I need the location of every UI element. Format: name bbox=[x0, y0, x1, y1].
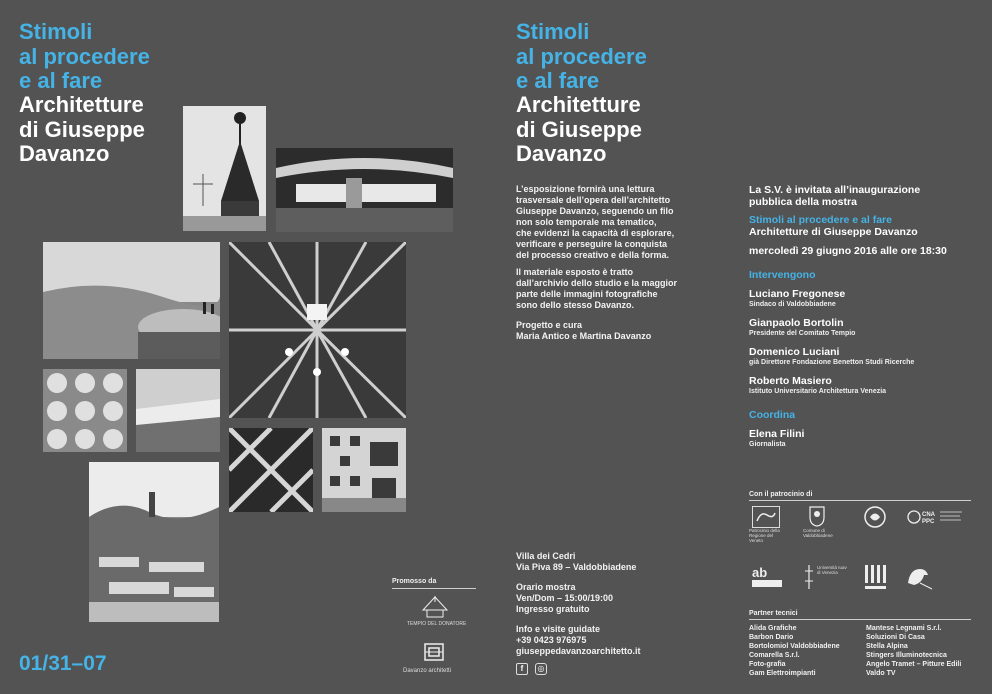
cnappc-icon bbox=[906, 508, 964, 526]
circle-seal-icon bbox=[864, 506, 886, 528]
arch-mark-icon bbox=[750, 563, 784, 589]
text-line: dall’archivio dello studio e la maggior bbox=[516, 278, 678, 288]
text-line: verificare e perseguire la conquista bbox=[516, 239, 668, 249]
invite-text bbox=[749, 184, 920, 208]
coord-label: Coordina bbox=[749, 409, 796, 421]
patron-logo-3 bbox=[864, 506, 886, 533]
text-line: parte delle immagini fotografiche bbox=[516, 289, 658, 299]
iuav-logo bbox=[803, 563, 815, 596]
dappe-logo bbox=[864, 563, 888, 596]
title-line: e al fare bbox=[516, 68, 600, 93]
photo-terrace-landscape bbox=[43, 242, 220, 359]
patron-logo-4 bbox=[906, 508, 964, 531]
title-line: al procedere bbox=[516, 43, 647, 69]
ordine-architetti-logo bbox=[750, 563, 784, 594]
partner-item: Valdo TV bbox=[866, 670, 896, 677]
text-line: che evidenzi la capacità di esplorare, bbox=[516, 228, 675, 238]
tempio-label: TEMPIO DEL DONATORE bbox=[407, 621, 467, 627]
coord-role: Giornalista bbox=[749, 441, 786, 448]
horse-mark-icon bbox=[904, 563, 934, 591]
archive-paragraph bbox=[516, 267, 706, 311]
partner-item: Soluzioni Di Casa bbox=[866, 634, 925, 641]
partner-item: Bortolomiol Valdobbiadene bbox=[749, 643, 840, 650]
lion-crest-icon bbox=[753, 507, 779, 527]
partner-item: Gam Elettroimpianti bbox=[749, 670, 816, 677]
title-line: e al fare bbox=[19, 68, 103, 93]
photo-circles-facade bbox=[43, 369, 127, 452]
davanzo-logo bbox=[424, 643, 444, 666]
text-line: Il materiale esposto è tratto bbox=[516, 267, 634, 277]
title-line: Stimoli bbox=[516, 19, 590, 44]
speaker-role: Sindaco di Valdobbiadene bbox=[749, 301, 836, 308]
speaker-name: Luciano Fregonese bbox=[749, 288, 846, 300]
info-phone[interactable]: +39 0423 976975 bbox=[516, 635, 587, 645]
facebook-icon[interactable]: f bbox=[516, 663, 528, 675]
title-line: al procedere bbox=[19, 43, 150, 69]
curation-names: Maria Antico e Martina Davanzo bbox=[516, 331, 652, 341]
coord-name: Elena Filini bbox=[749, 428, 805, 440]
title-line: di Giuseppe bbox=[19, 116, 145, 142]
davanzo-label: Davanzo architetti bbox=[403, 668, 452, 674]
divider bbox=[392, 588, 476, 589]
iuav-mark-icon bbox=[803, 563, 815, 591]
event-title-white: Architetture di Giuseppe Davanzo bbox=[749, 226, 918, 238]
middle-title-blue bbox=[516, 20, 647, 94]
speaker-name: Domenico Luciani bbox=[749, 346, 840, 358]
partner-item: Mantese Legnami S.r.l. bbox=[866, 625, 942, 632]
photo-village-housing bbox=[89, 462, 219, 622]
partners-list-left bbox=[749, 624, 840, 678]
instagram-icon[interactable]: ◎ bbox=[535, 663, 547, 675]
entry-label: Ingresso gratuito bbox=[516, 604, 590, 614]
intro-paragraph bbox=[516, 184, 706, 261]
partner-item: Stella Alpina bbox=[866, 643, 908, 650]
patron-label: Comune di Valdobbiadene bbox=[803, 528, 833, 538]
venue-label: Villa dei Cedri bbox=[516, 551, 576, 561]
title-line: di Giuseppe bbox=[516, 116, 642, 142]
curation-label: Progetto e cura bbox=[516, 320, 583, 330]
speaker-role: Presidente del Comitato Tempio bbox=[749, 330, 856, 337]
text-line: L’esposizione fornirà una lettura bbox=[516, 184, 655, 194]
tempio-logo bbox=[419, 596, 451, 623]
text-line: sono dello stesso Davanzo. bbox=[516, 300, 635, 310]
text-line: del processo creativo e della forma. bbox=[516, 250, 670, 260]
text-line: pubblica della mostra bbox=[749, 196, 857, 208]
promoted-label: Promosso da bbox=[392, 578, 437, 585]
event-title-blue: Stimoli al procedere e al fare bbox=[749, 214, 892, 226]
church-icon bbox=[419, 596, 451, 618]
left-title-white bbox=[19, 93, 145, 167]
partner-item: Foto-grafia bbox=[749, 661, 786, 668]
partner-item: Alida Grafiche bbox=[749, 625, 797, 632]
text-line: La S.V. è invitata all’inaugurazione bbox=[749, 184, 921, 196]
divider bbox=[749, 619, 971, 620]
event-date: mercoledì 29 giugno 2016 alle ore 18:30 bbox=[749, 245, 947, 257]
speaker-name: Roberto Masiero bbox=[749, 375, 832, 387]
info-label: Info e visite guidate bbox=[516, 624, 601, 634]
middle-title-white bbox=[516, 93, 642, 167]
photo-wooden-roof bbox=[229, 242, 406, 418]
text-line: trasversale dell’opera dell’architetto bbox=[516, 195, 671, 205]
partner-item: Barbon Dario bbox=[749, 634, 794, 641]
partners-label: Partner tecnici bbox=[749, 610, 798, 617]
left-title-blue bbox=[19, 20, 150, 94]
partners-list-right bbox=[866, 624, 961, 678]
patron-logo-7 bbox=[904, 563, 934, 596]
title-line: Davanzo bbox=[516, 141, 607, 166]
hours-value: Ven/Dom – 15:00/19:00 bbox=[516, 593, 614, 603]
title-line: Architetture bbox=[516, 92, 641, 117]
patron-label: Patrocinio della Regione del Veneto bbox=[749, 528, 780, 543]
svg-text:ab: ab bbox=[752, 565, 768, 580]
davanzo-mark-icon bbox=[424, 643, 444, 661]
speaker-role: già Direttore Fondazione Benetton Studi Ricerche bbox=[749, 359, 915, 366]
regione-veneto-logo bbox=[752, 506, 780, 528]
title-line: Architetture bbox=[19, 92, 144, 117]
speaker-role: Istituto Universitario Architettura Venezia bbox=[749, 388, 887, 395]
hours-label: Orario mostra bbox=[516, 582, 576, 592]
photo-building-field bbox=[136, 369, 220, 452]
info-email[interactable]: giuseppedavanzoarchitetto.it bbox=[516, 646, 641, 656]
speaker-name: Gianpaolo Bortolin bbox=[749, 317, 844, 329]
venue-address: Via Piva 89 – Valdobbiadene bbox=[516, 562, 637, 572]
photo-diagonal-beams bbox=[229, 428, 313, 512]
title-line: Davanzo bbox=[19, 141, 110, 166]
photo-bell-tower bbox=[183, 106, 266, 231]
photo-checkered-facade bbox=[322, 428, 406, 512]
patronage-label: Con il patrocinio di bbox=[749, 491, 813, 498]
dappe-mark-icon bbox=[864, 563, 888, 591]
partner-item: Stingers Illuminotecnica bbox=[866, 652, 947, 659]
svg-text:CNA: CNA bbox=[922, 512, 935, 518]
photo-curved-roof bbox=[276, 148, 453, 232]
speakers-label: Intervengono bbox=[749, 269, 816, 281]
title-line: Stimoli bbox=[19, 19, 93, 44]
date-code: 01/31–07 bbox=[19, 652, 107, 675]
text-line: non solo temporale ma tematico, bbox=[516, 217, 657, 227]
svg-text:PPC: PPC bbox=[922, 519, 935, 525]
divider bbox=[749, 500, 971, 501]
text-line: Giuseppe Davanzo, seguendo un filo bbox=[516, 206, 674, 216]
patron-label: Università Iuav di Venezia bbox=[817, 565, 847, 575]
partner-item: Comarella S.r.l. bbox=[749, 652, 800, 659]
partner-item: Angelo Tramet – Pitture Edili bbox=[866, 661, 962, 668]
shield-icon bbox=[808, 505, 826, 527]
